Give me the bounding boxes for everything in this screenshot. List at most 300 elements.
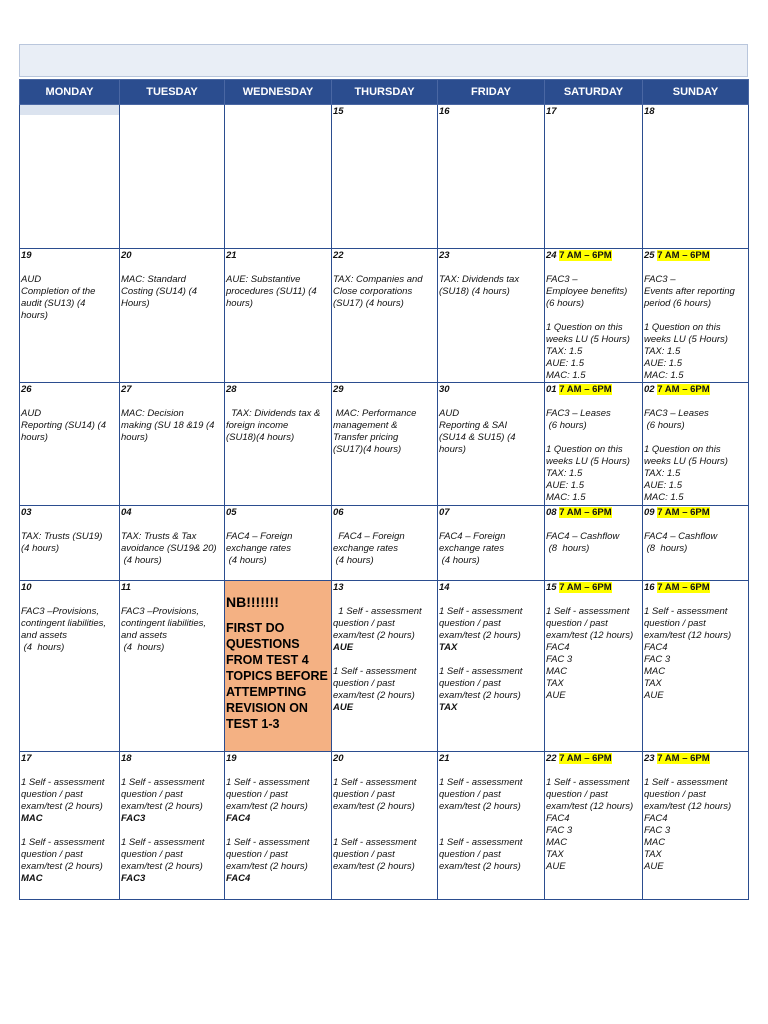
study-hours-highlight: 7 AM – 6PM (559, 753, 612, 764)
schedule-line: AUE: 1.5 (644, 358, 683, 369)
day-header (546, 753, 641, 765)
day-cell (20, 105, 120, 249)
day-number: 30 (439, 384, 450, 395)
schedule-line: FAC4 (546, 813, 570, 824)
day-number: 08 (546, 507, 557, 518)
schedule-line: (SU17)(4 hours) (333, 444, 402, 455)
day-cell (225, 581, 332, 752)
schedule-line: question / past (21, 789, 83, 800)
schedule-line: question / past (644, 789, 706, 800)
spacer-line (226, 262, 330, 274)
schedule-line: avoidance (SU19& 20) (121, 543, 217, 554)
study-hours-highlight: 7 AM – 6PM (657, 384, 710, 395)
schedule-line: FAC3 –Provisions, (121, 606, 199, 617)
day-number: 19 (21, 250, 32, 261)
day-cell (438, 105, 545, 249)
day-number: 13 (333, 582, 344, 593)
schedule-line: MAC: Performance (333, 408, 417, 419)
schedule-line: FAC3 – (644, 274, 676, 285)
day-number: 18 (644, 106, 655, 117)
schedule-line: exam/test (2 hours) (439, 801, 521, 812)
schedule-line: exam/test (2 hours) (121, 801, 203, 812)
week-row (20, 383, 749, 506)
schedule-line: 1 Self - assessment (546, 606, 630, 617)
day-header (546, 106, 641, 118)
schedule-line: exam/test (2 hours) (21, 801, 103, 812)
day-cell (332, 249, 438, 383)
day-number: 25 (644, 250, 655, 261)
week-row (20, 581, 749, 752)
spacer-line (333, 594, 436, 606)
schedule-line: exam/test (2 hours) (21, 861, 103, 872)
schedule-line: 1 Question on this (546, 444, 623, 455)
day-header (21, 250, 118, 262)
spacer-line (644, 519, 747, 531)
schedule-line: FAC4 – Foreign (333, 531, 405, 542)
week-row (20, 105, 749, 249)
study-hours-highlight: 7 AM – 6PM (657, 507, 710, 518)
schedule-line: TAX: 1.5 (644, 468, 681, 479)
schedule-line: question / past (546, 789, 608, 800)
week-row (20, 249, 749, 383)
day-header (644, 582, 747, 594)
schedule-line: audit (SU13) (4 (21, 298, 86, 309)
schedule-line: (4 hours) (226, 555, 267, 566)
day-number: 17 (21, 753, 32, 764)
schedule-line: question / past (226, 849, 288, 860)
day-header (546, 250, 641, 262)
day-number: 06 (333, 507, 344, 518)
schedule-line: MAC: 1.5 (546, 370, 586, 381)
day-header (439, 250, 543, 262)
schedule-line: 1 Self - assessment (439, 666, 523, 677)
schedule-line: TAX (546, 678, 564, 689)
day-header (226, 250, 330, 262)
schedule-line: 1 Self - assessment (333, 666, 417, 677)
day-number: 01 (546, 384, 557, 395)
schedule-line: period (6 hours) (644, 298, 712, 309)
schedule-line: 1 Self - assessment (121, 777, 205, 788)
day-cell (643, 752, 749, 900)
spacer-line (546, 396, 641, 408)
schedule-line: FAC3 (121, 873, 146, 884)
schedule-line: TAX: 1.5 (546, 346, 583, 357)
day-header (546, 384, 641, 396)
schedule-line: AUE (546, 861, 566, 872)
schedule-line: TAX (546, 849, 564, 860)
schedule-line: (4 hours) (439, 555, 480, 566)
schedule-line: weeks LU (5 Hours) (546, 334, 630, 345)
schedule-line: exam/test (12 hours) (546, 630, 634, 641)
schedule-line: TAX: Trusts & Tax (121, 531, 197, 542)
schedule-line: MAC: 1.5 (546, 492, 586, 503)
spacer-line (439, 813, 543, 825)
spacer-line (121, 825, 223, 837)
spacer-line (21, 262, 118, 274)
schedule-line: FAC4 – Foreign (226, 531, 293, 542)
spacer-line (21, 396, 118, 408)
schedule-line: (4 hours) (121, 555, 162, 566)
schedule-line: FAC4 (644, 813, 668, 824)
day-cell (225, 249, 332, 383)
schedule-line: (6 hours) (644, 420, 685, 431)
spacer-line (21, 519, 118, 531)
schedule-line: exam/test (12 hours) (644, 630, 732, 641)
schedule-line: (4 hours) (121, 642, 165, 653)
day-cell (20, 581, 120, 752)
schedule-line: question / past (121, 849, 183, 860)
schedule-line: TAX (439, 702, 458, 713)
day-number: 28 (226, 384, 237, 395)
schedule-line: exam/test (2 hours) (121, 861, 203, 872)
schedule-line: MAC: Decision (121, 408, 184, 419)
schedule-line: (8 hours) (644, 543, 688, 554)
day-number: 20 (333, 753, 344, 764)
schedule-line: question / past (21, 849, 83, 860)
day-number: 20 (121, 250, 132, 261)
schedule-line: weeks LU (5 Hours) (546, 456, 630, 467)
spacer-line (121, 396, 223, 408)
schedule-line: Costing (SU14) (4 (121, 286, 198, 297)
day-cell (643, 506, 749, 581)
schedule-line: (4 hours) (21, 642, 65, 653)
week-row (20, 752, 749, 900)
day-header (226, 507, 330, 519)
schedule-line: TAX (644, 678, 662, 689)
day-cell (545, 105, 643, 249)
day-number: 29 (333, 384, 344, 395)
spacer-line (226, 519, 330, 531)
spacer-line (644, 310, 747, 322)
schedule-line: Reporting & SAI (439, 420, 508, 431)
schedule-line: 1 Self - assessment (439, 837, 523, 848)
day-cell (20, 506, 120, 581)
schedule-line: 1 Self - assessment (333, 777, 417, 788)
calendar-title-bar (19, 44, 748, 77)
day-header (333, 582, 436, 594)
schedule-line: exam/test (2 hours) (333, 861, 415, 872)
schedule-line: AUE: 1.5 (546, 358, 585, 369)
day-number: 22 (333, 250, 344, 261)
day-cell (225, 105, 332, 249)
day-cell (225, 383, 332, 506)
schedule-line: (SU18)(4 hours) (226, 432, 295, 443)
day-header (333, 753, 436, 765)
schedule-line: foreign income (226, 420, 289, 431)
day-header (644, 507, 747, 519)
day-header (546, 582, 641, 594)
day-header (21, 753, 118, 765)
spacer-line (226, 396, 330, 408)
schedule-line: hours) (21, 432, 48, 443)
schedule-line: Close corporations (333, 286, 413, 297)
schedule-line: exam/test (12 hours) (546, 801, 634, 812)
header-thursday: THURSDAY (332, 80, 438, 105)
day-number: 21 (439, 753, 450, 764)
schedule-line: Reporting (SU14) (4 (21, 420, 107, 431)
schedule-line: (4 hours) (333, 555, 374, 566)
day-number: 05 (226, 507, 237, 518)
spacer-line (333, 765, 436, 777)
schedule-line: question / past (439, 678, 501, 689)
header-friday: FRIDAY (438, 80, 545, 105)
day-number: 02 (644, 384, 655, 395)
schedule-line: FAC 3 (644, 825, 671, 836)
spacer-line (644, 262, 747, 274)
schedule-line: FAC4 (226, 813, 251, 824)
header-wednesday: WEDNESDAY (225, 80, 332, 105)
day-cell (545, 752, 643, 900)
day-cell (332, 383, 438, 506)
day-cell (120, 249, 225, 383)
spacer-line (439, 825, 543, 837)
schedule-line: question / past (546, 618, 608, 629)
schedule-line: exam/test (2 hours) (439, 630, 521, 641)
spacer-line (333, 825, 436, 837)
spacer-line (644, 432, 747, 444)
schedule-line: question / past (644, 618, 706, 629)
schedule-line: TAX: Companies and (333, 274, 423, 285)
schedule-line: AUE (644, 690, 664, 701)
spacer-line (644, 765, 747, 777)
schedule-line: question / past (333, 678, 395, 689)
schedule-line: 1 Self - assessment (439, 606, 523, 617)
schedule-line: exam/test (2 hours) (439, 690, 521, 701)
spacer-line (121, 765, 223, 777)
day-header (644, 106, 747, 118)
spacer-line (333, 813, 436, 825)
schedule-line: exam/test (2 hours) (333, 690, 415, 701)
schedule-line: TAX (644, 849, 662, 860)
day-cell (643, 105, 749, 249)
day-number: 23 (644, 753, 655, 764)
schedule-line: MAC (546, 666, 568, 677)
schedule-line: FAC 3 (546, 825, 573, 836)
selected-cell-strip (20, 105, 119, 115)
schedule-line: 1 Question on this (644, 322, 721, 333)
schedule-line: exam/test (12 hours) (644, 801, 732, 812)
day-number: 11 (121, 582, 131, 593)
spacer-line (226, 825, 330, 837)
day-header (226, 384, 330, 396)
schedule-line: FAC 3 (546, 654, 573, 665)
day-header (439, 507, 543, 519)
schedule-line: question / past (439, 789, 501, 800)
schedule-line: question / past (333, 618, 395, 629)
schedule-line: exchange rates (226, 543, 291, 554)
day-number: 16 (644, 582, 655, 593)
schedule-line: 1 Self - assessment (439, 777, 523, 788)
header-tuesday: TUESDAY (120, 80, 225, 105)
schedule-line: 1 Self - assessment (546, 777, 630, 788)
day-cell (438, 249, 545, 383)
day-number: 19 (226, 753, 237, 764)
day-header (121, 582, 223, 594)
schedule-line: Transfer pricing (333, 432, 399, 443)
day-number: 07 (439, 507, 450, 518)
spacer-line (546, 310, 641, 322)
day-cell (643, 249, 749, 383)
day-number: 17 (546, 106, 557, 117)
schedule-line: FAC4 (644, 642, 668, 653)
schedule-line: (SU14 & SU15) (4 (439, 432, 516, 443)
schedule-line: 1 Self - assessment (21, 837, 105, 848)
schedule-line: AUE (546, 690, 566, 701)
schedule-line: 1 Self - assessment (644, 606, 728, 617)
day-header (21, 507, 118, 519)
day-cell (225, 752, 332, 900)
schedule-line: AUD (439, 408, 460, 419)
spacer-line (644, 594, 747, 606)
schedule-line: question / past (333, 789, 395, 800)
day-cell (120, 581, 225, 752)
schedule-line: FAC4 – Cashflow (644, 531, 718, 542)
spacer-line (546, 432, 641, 444)
schedule-line: contingent liabilities, (121, 618, 207, 629)
day-cell (225, 506, 332, 581)
schedule-line: AUE: Substantive (226, 274, 301, 285)
schedule-line: (SU18) (4 hours) (439, 286, 510, 297)
schedule-line: Employee benefits) (546, 286, 628, 297)
schedule-line: AUE: 1.5 (644, 480, 683, 491)
schedule-line: 1 Self - assessment (333, 606, 422, 617)
schedule-line: AUD (21, 274, 42, 285)
schedule-line: 1 Self - assessment (21, 777, 105, 788)
schedule-line: and assets (21, 630, 67, 641)
schedule-line: hours) (121, 432, 148, 443)
study-hours-highlight: 7 AM – 6PM (559, 250, 612, 261)
schedule-line: FAC4 – Foreign (439, 531, 506, 542)
schedule-line: 1 Question on this (644, 444, 721, 455)
schedule-line: exam/test (2 hours) (333, 630, 415, 641)
schedule-line: FAC 3 (644, 654, 671, 665)
schedule-line: exchange rates (439, 543, 504, 554)
day-header (333, 507, 436, 519)
day-header (21, 582, 118, 594)
schedule-line: FAC3 – (546, 274, 578, 285)
day-cell (438, 506, 545, 581)
schedule-line: AUE: 1.5 (546, 480, 585, 491)
day-cell (545, 506, 643, 581)
schedule-line: MAC: 1.5 (644, 370, 684, 381)
day-header (121, 753, 223, 765)
schedule-line: question / past (439, 849, 501, 860)
spacer-line (333, 262, 436, 274)
study-hours-highlight: 7 AM – 6PM (657, 582, 710, 593)
spacer-line (439, 262, 543, 274)
day-header (546, 507, 641, 519)
schedule-line: hours) (21, 310, 48, 321)
schedule-line: FAC3 – Leases (546, 408, 611, 419)
schedule-line: MAC (21, 873, 43, 884)
revision-notice (226, 594, 330, 732)
spacer-line (121, 519, 223, 531)
schedule-line: FAC3 – Leases (644, 408, 709, 419)
study-calendar (19, 79, 749, 900)
day-number: 15 (333, 106, 344, 117)
spacer-line (333, 396, 436, 408)
day-number: 04 (121, 507, 132, 518)
schedule-line: contingent liabilities, (21, 618, 107, 629)
spacer-line (439, 519, 543, 531)
schedule-line: question / past (333, 849, 395, 860)
day-header (333, 106, 436, 118)
spacer-line (226, 765, 330, 777)
schedule-line: AUE (333, 642, 354, 653)
spacer-line (439, 396, 543, 408)
day-number: 22 (546, 753, 557, 764)
schedule-line: TAX: Dividends tax & (226, 408, 321, 419)
schedule-line: (SU17) (4 hours) (333, 298, 404, 309)
day-cell (332, 105, 438, 249)
schedule-line: (6 hours) (546, 420, 587, 431)
spacer-line (121, 594, 223, 606)
schedule-line: TAX: 1.5 (546, 468, 583, 479)
day-cell (20, 383, 120, 506)
day-cell (545, 249, 643, 383)
spacer-line (546, 519, 641, 531)
schedule-line: MAC (644, 666, 666, 677)
day-number: 09 (644, 507, 655, 518)
schedule-line: FAC3 –Provisions, (21, 606, 99, 617)
day-number: 26 (21, 384, 32, 395)
day-number: 15 (546, 582, 557, 593)
schedule-line: procedures (SU11) (4 (226, 286, 317, 297)
schedule-line: exam/test (2 hours) (439, 861, 521, 872)
schedule-line: TAX: Dividends tax (439, 274, 520, 285)
day-number: 24 (546, 250, 557, 261)
schedule-line: Completion of the (21, 286, 96, 297)
spacer-line (21, 825, 118, 837)
schedule-line: AUE (333, 702, 354, 713)
schedule-line: question / past (121, 789, 183, 800)
day-header (439, 384, 543, 396)
day-cell (120, 383, 225, 506)
schedule-line: TAX: 1.5 (644, 346, 681, 357)
day-number: 18 (121, 753, 132, 764)
schedule-line: Hours) (121, 298, 150, 309)
schedule-line: 1 Self - assessment (333, 837, 417, 848)
schedule-line: 1 Question on this (546, 322, 623, 333)
schedule-line: management & (333, 420, 398, 431)
spacer-line (21, 765, 118, 777)
schedule-line: TAX: Trusts (SU19) (21, 531, 103, 542)
day-cell (643, 581, 749, 752)
header-sunday: SUNDAY (643, 80, 749, 105)
day-cell (545, 581, 643, 752)
day-number: 03 (21, 507, 32, 518)
schedule-line: weeks LU (5 Hours) (644, 456, 728, 467)
schedule-line: question / past (439, 618, 501, 629)
schedule-line: (6 hours) (546, 298, 585, 309)
schedule-line: making (SU 18 &19 (4 (121, 420, 215, 431)
day-header (333, 250, 436, 262)
day-cell (438, 383, 545, 506)
day-header (21, 384, 118, 396)
schedule-line: 1 Self - assessment (121, 837, 205, 848)
day-header (439, 753, 543, 765)
spacer-line (439, 594, 543, 606)
header-monday: MONDAY (20, 80, 120, 105)
header-saturday: SATURDAY (545, 80, 643, 105)
day-cell (120, 506, 225, 581)
schedule-line: 1 Self - assessment (226, 777, 310, 788)
schedule-line: TAX (439, 642, 458, 653)
schedule-line: FAC4 (226, 873, 251, 884)
study-hours-highlight: 7 AM – 6PM (559, 507, 612, 518)
notice-title: NB!!!!!!! (226, 594, 279, 610)
schedule-line: MAC: Standard (121, 274, 186, 285)
